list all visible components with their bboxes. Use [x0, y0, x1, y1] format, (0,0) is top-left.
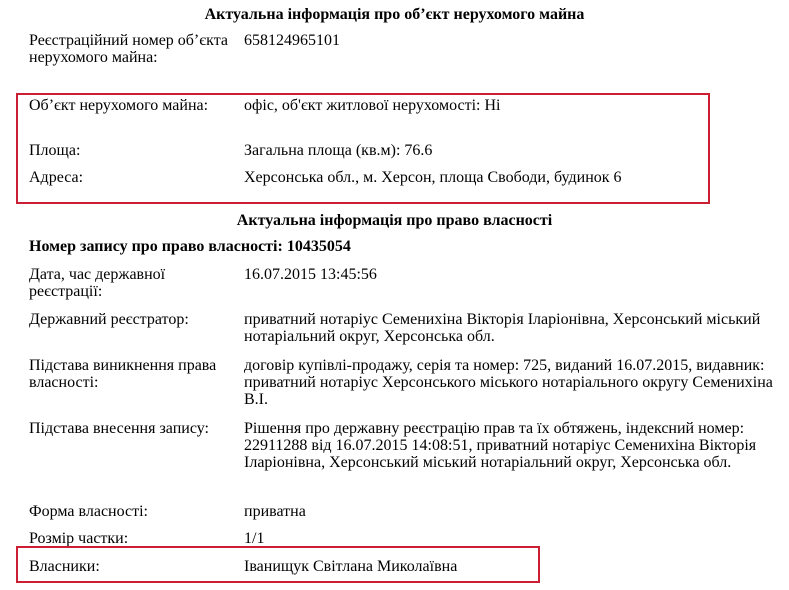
owners-value: Іванищук Світлана Миколаївна — [244, 558, 458, 575]
property-object-label: Об’єкт нерухомого майна: — [29, 97, 209, 114]
registration-datetime-value: 16.07.2015 13:45:56 — [244, 266, 377, 283]
share-size-value: 1/1 — [244, 530, 265, 547]
entry-basis-value: Рішення про державну реєстрацію прав та їх обтяжень, індексний номер: 22911288 від 16.07.2015 14:08:51, приватний нотаріус Семенихіна Вікторія Іларіонівна, Херсонський міський нотаріальний округ, Херсонська обл. — [244, 420, 757, 471]
share-size-label: Розмір частки: — [29, 530, 129, 547]
entry-basis-label: Підстава внесення запису: — [29, 420, 209, 437]
owners-label: Власники: — [29, 558, 100, 575]
registration-datetime-label: Дата, час державної реєстрації: — [29, 266, 166, 300]
address-value: Херсонська обл., м. Херсон, площа Свободи, будинок 6 — [244, 169, 622, 186]
registrar-value: приватний нотаріус Семенихіна Вікторія Іларіонівна, Херсонський міський нотаріальний округ, Херсонська обл. — [244, 311, 761, 345]
registration-number-label: Реєстраційний номер об’єкта нерухомого майна: — [29, 32, 228, 66]
ownership-record-number: Номер запису про право власності: 10435054 — [29, 238, 351, 255]
property-object-value: офіс, об'єкт житлової нерухомості: Ні — [244, 97, 501, 114]
address-label: Адреса: — [29, 169, 84, 186]
registrar-label: Державний реєстратор: — [29, 311, 189, 328]
area-label: Площа: — [29, 142, 81, 159]
ownership-basis-label: Підстава виникнення права власності: — [29, 357, 217, 391]
property-section-title: Актуальна інформація про об’єкт нерухомого майна — [204, 6, 585, 23]
registration-number-value: 658124965101 — [244, 32, 340, 49]
ownership-form-label: Форма власності: — [29, 503, 148, 520]
area-value: Загальна площа (кв.м): 76.6 — [244, 142, 433, 159]
ownership-form-value: приватна — [244, 503, 306, 520]
ownership-section-title: Актуальна інформація про право власності — [236, 212, 553, 229]
ownership-basis-value: договір купівлі-продажу, серія та номер: 725, виданий 16.07.2015, видавник: приватний нотаріус Херсонського міського нотаріального округу Семенихіна В.І. — [244, 357, 773, 408]
